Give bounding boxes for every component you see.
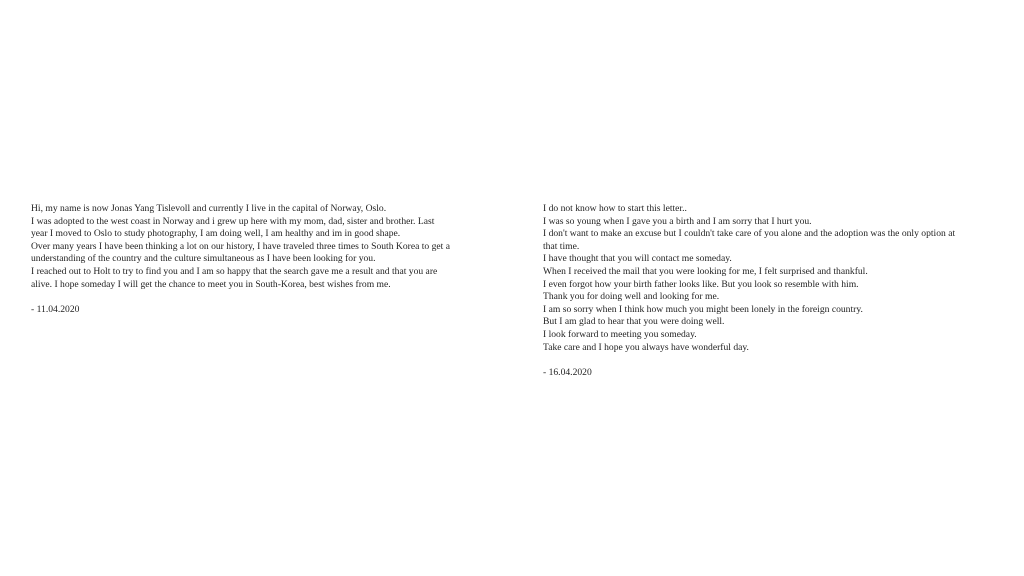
letter-line: But I am glad to hear that you were doing well.	[543, 316, 725, 328]
letter-date: - 11.04.2020	[31, 303, 80, 315]
letter-date: - 16.04.2020	[543, 366, 592, 378]
letter-line: Over many years I have been thinking a lot on our history, I have traveled three times to South Korea to get a	[31, 240, 450, 252]
letter-line: alive. I hope someday I will get the chance to meet you in South-Korea, best wishes from me.	[31, 278, 391, 290]
letter-line: I do not know how to start this letter..	[543, 203, 687, 214]
letter-line: I was so young when I gave you a birth and I am sorry that I hurt you.	[543, 215, 812, 227]
letter-line: understanding of the country and the culture simultaneous as I have been looking for you.	[31, 253, 376, 265]
left-page	[31, 0, 491, 576]
mother-letter	[543, 203, 1003, 379]
letter-line: I reached out to Holt to try to find you and I am so happy that the search gave me a result and that you are	[31, 265, 438, 277]
son-letter	[31, 203, 491, 316]
right-page	[543, 0, 1003, 576]
letter-line: that time.	[543, 240, 580, 252]
letter-line: I look forward to meeting you someday.	[543, 328, 697, 340]
letter-line: year I moved to Oslo to study photography, I am doing well, I am healthy and im in good shape.	[31, 228, 401, 240]
letter-line: I don't want to make an excuse but I couldn't take care of you alone and the adoption was the only option at	[543, 228, 956, 240]
letter-line: I have thought that you will contact me someday.	[543, 253, 732, 265]
letter-line: Hi, my name is now Jonas Yang Tislevoll and currently I live in the capital of Norway, Oslo.	[31, 203, 387, 214]
letter-line: Thank you for doing well and looking for me.	[543, 291, 720, 303]
letter-line: Take care and I hope you always have wonderful day.	[543, 341, 749, 353]
letter-line: I was adopted to the west coast in Norway and i grew up here with my mom, dad, sister and brother. Last	[31, 215, 435, 227]
letter-line: I even forgot how your birth father looks like. But you look so resemble with him.	[543, 278, 859, 290]
letter-line: I am so sorry when I think how much you might been lonely in the foreign country.	[543, 303, 863, 315]
letter-line: When I received the mail that you were looking for me, I felt surprised and thankful.	[543, 265, 868, 277]
